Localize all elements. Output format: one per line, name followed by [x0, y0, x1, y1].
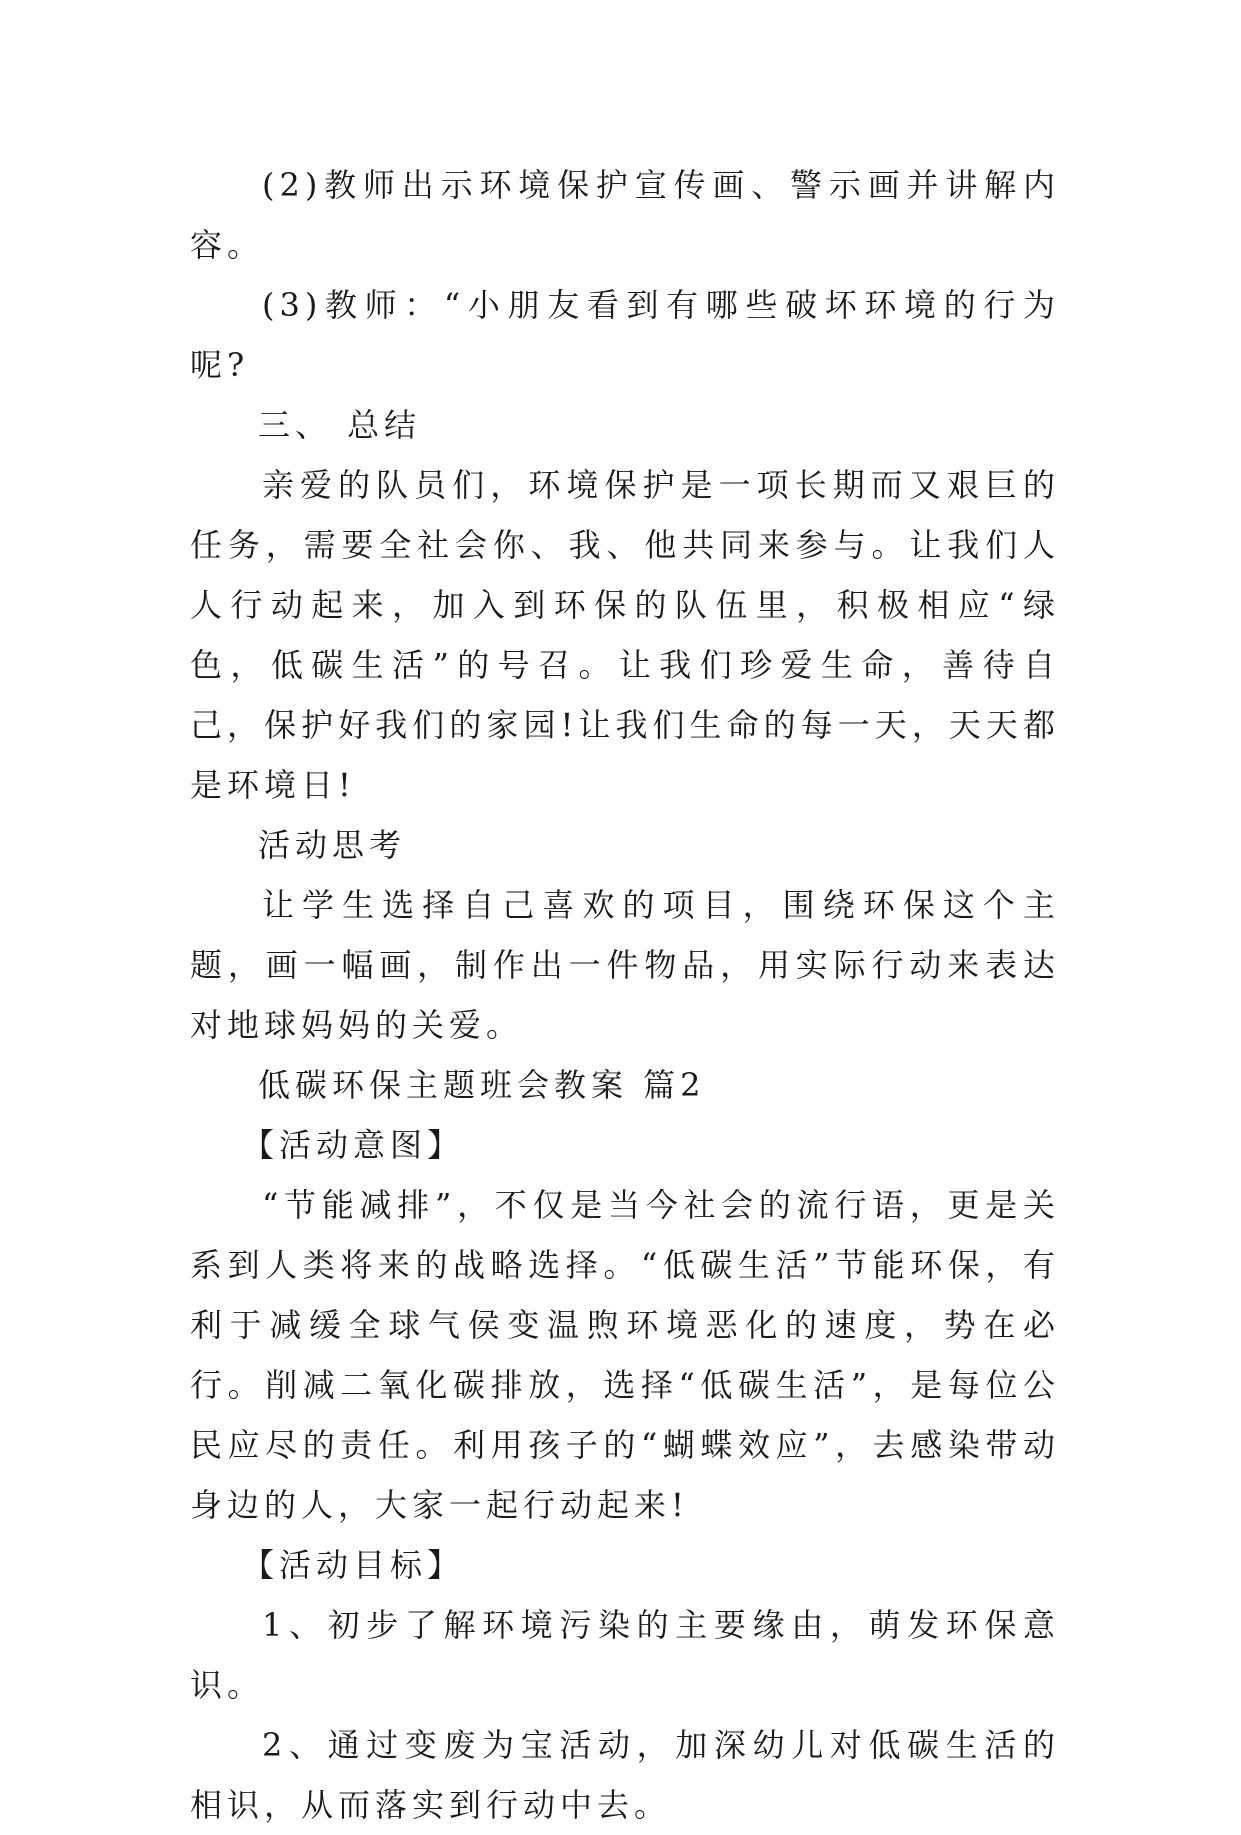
reflection-heading: 活动思考 — [258, 826, 407, 864]
summary-paragraph: 亲爱的队员们，环境保护是一项长期而又艰巨的任务，需要全社会你、我、他共同来参与。让我们人人行动起来，加入到环保的队伍里，积极相应“绿色，低碳生活”的号召。让我们珍爱生命，善待自己，保护好我们的家园!让我们生命的每一天，天天都是环境日! — [190, 466, 1060, 804]
document-body — [190, 155, 1060, 1835]
reflection-paragraph: 让学生选择自己喜欢的项目，围绕环保这个主题，画一幅画，制作出一件物品，用实际行动来表达对地球妈妈的关爱。 — [190, 886, 1060, 1044]
activity-intent-heading: 【活动意图】 — [242, 1126, 465, 1164]
activity-goals-heading: 【活动目标】 — [242, 1546, 465, 1584]
lesson-plan-2-title: 低碳环保主题班会教案 篇2 — [258, 1066, 706, 1104]
summary-heading: 三、 总结 — [258, 406, 422, 444]
goal-1-paragraph: 1、初步了解环境污染的主要缘由，萌发环保意识。 — [190, 1606, 1060, 1704]
step-2-paragraph: (2)教师出示环境保护宣传画、警示画并讲解内容。 — [190, 166, 1060, 264]
goal-2-paragraph: 2、通过变废为宝活动，加深幼儿对低碳生活的相识，从而落实到行动中去。 — [190, 1726, 1060, 1824]
step-3-paragraph: (3)教师：“小朋友看到有哪些破坏环境的行为呢? — [190, 286, 1060, 384]
activity-intent-paragraph: “节能减排”，不仅是当今社会的流行语，更是关系到人类将来的战略选择。“低碳生活”节能环保，有利于减缓全球气侯变温煦环境恶化的速度，势在必行。削减二氧化碳排放，选择“低碳生活”，是每位公民应尽的责任。利用孩子的“蝴蝶效应”，去感染带动身边的人，大家一起行动起来! — [190, 1186, 1060, 1524]
